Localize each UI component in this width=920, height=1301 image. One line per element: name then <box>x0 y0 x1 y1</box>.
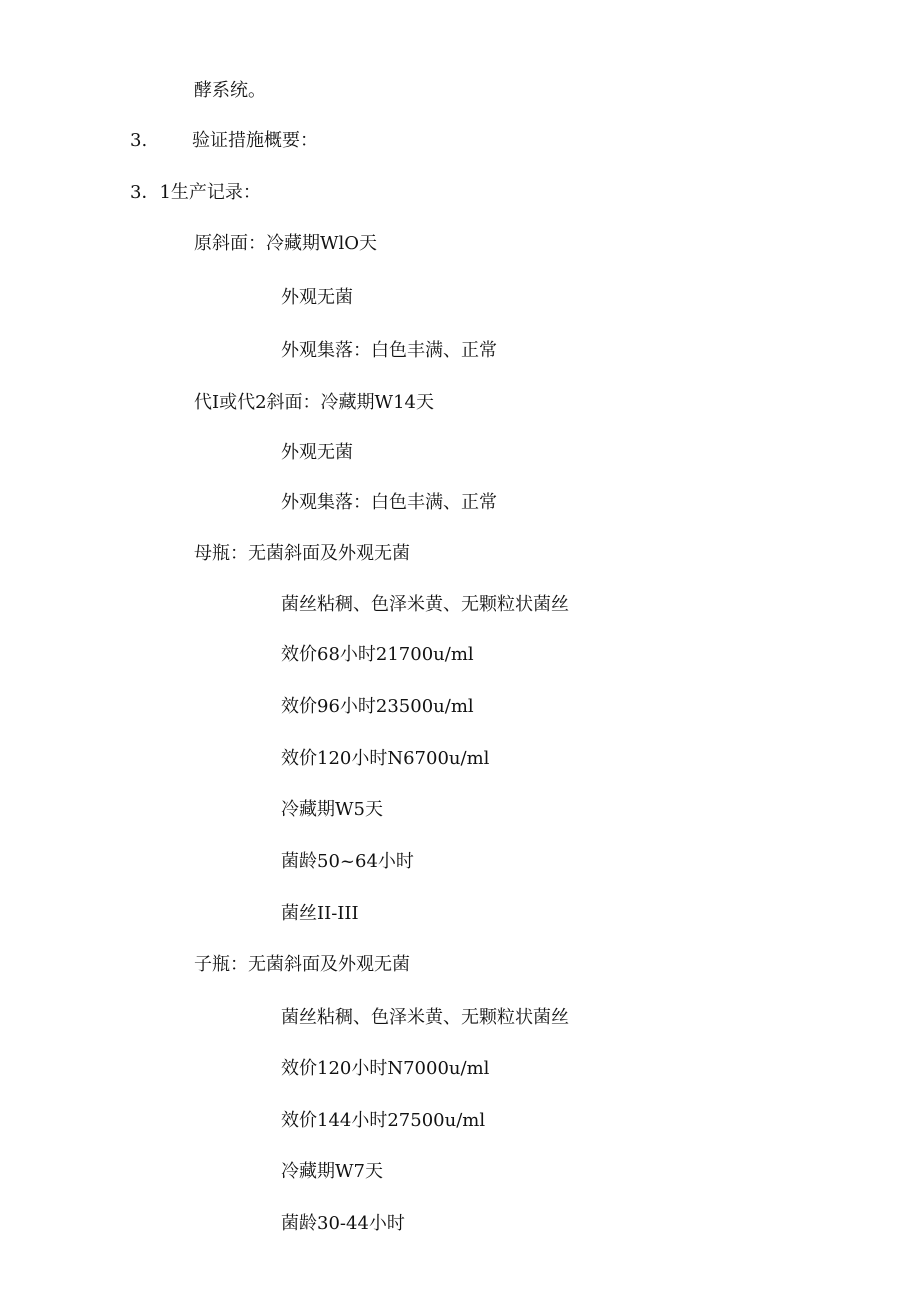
text-line: 外观无菌 <box>281 287 353 308</box>
text-line: 子瓶：无菌斜面及外观无菌 <box>194 954 410 975</box>
text-line: 效价120小时N6700u∕ml <box>281 748 490 769</box>
text-line: 代I或代2斜面：冷藏期W14天 <box>194 392 434 413</box>
text-line: 菌龄50~64小时 <box>281 851 414 872</box>
text-line: 原斜面：冷藏期WlO天 <box>194 233 378 254</box>
text-line: 效价144小时27500u∕ml <box>281 1110 486 1131</box>
text-line: 效价120小时N7000u∕ml <box>281 1058 490 1079</box>
text-line: 菌丝粘稠、色泽米黄、无颗粒状菌丝 <box>281 594 569 615</box>
text-line: 母瓶：无菌斜面及外观无菌 <box>194 543 410 564</box>
text-line: 外观集落：白色丰满、正常 <box>281 492 497 513</box>
section-heading: 验证措施概要： <box>192 130 318 151</box>
text-line: 菌龄30-44小时 <box>281 1213 405 1234</box>
text-line: 菌丝II-III <box>281 903 359 924</box>
text-line: 菌丝粘稠、色泽米黄、无颗粒状菌丝 <box>281 1007 569 1028</box>
text-line: 外观集落：白色丰满、正常 <box>281 340 497 361</box>
section-number: 3. <box>130 130 148 151</box>
subsection-heading: 3．1生产记录： <box>130 182 261 203</box>
text-line: 冷藏期W7天 <box>281 1161 383 1182</box>
text-line: 效价96小时23500u∕ml <box>281 696 474 717</box>
text-line: 酵系统。 <box>194 80 266 101</box>
text-line: 外观无菌 <box>281 442 353 463</box>
text-line: 效价68小时21700u∕ml <box>281 644 474 665</box>
text-line: 冷藏期W5天 <box>281 799 383 820</box>
